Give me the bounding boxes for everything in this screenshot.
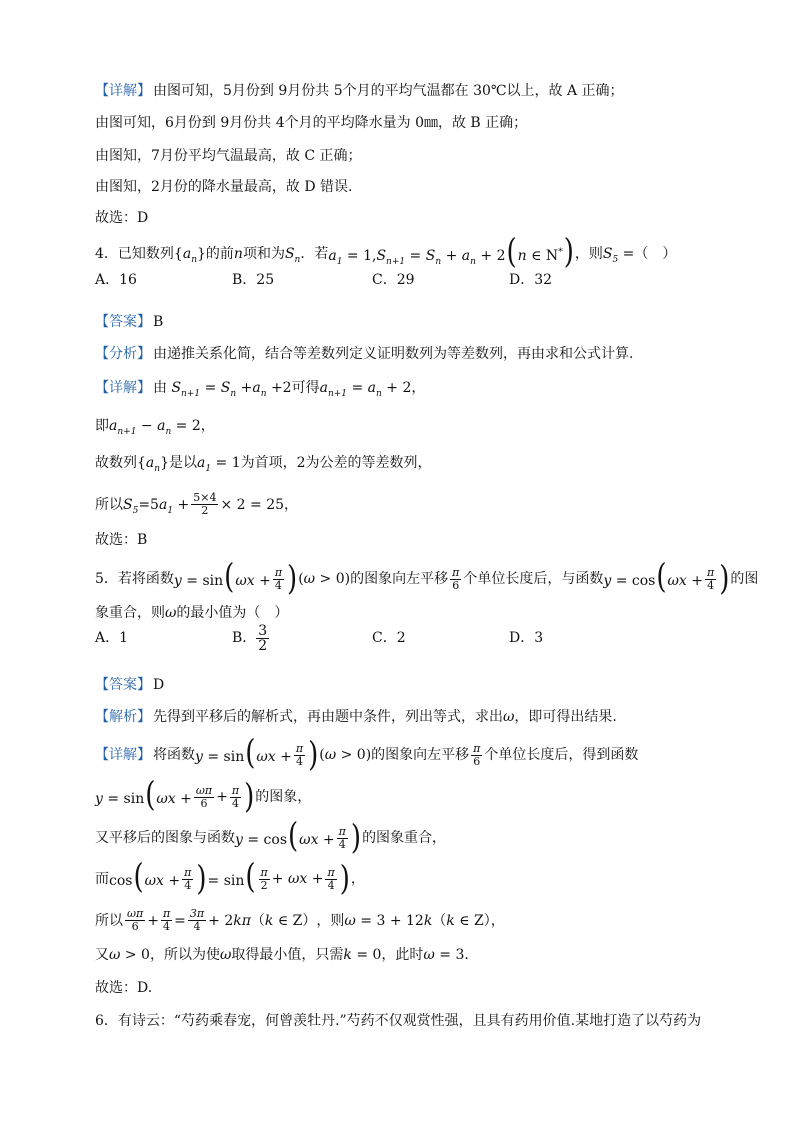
q4-choice bbox=[95, 529, 754, 551]
q4-answer: B bbox=[153, 314, 164, 330]
q5-choice-text: 故选：D. bbox=[95, 980, 153, 996]
answer-tag: 【答案】 bbox=[95, 677, 151, 693]
q5-d6-omega: ω bbox=[219, 947, 232, 963]
q5-answer-line bbox=[95, 674, 754, 696]
q4-detail-line-4 bbox=[95, 492, 754, 517]
q3-detail-text-1: 由图可知，5月份到 9月份共 5个月的平均气温都在 30℃以上，故 A 正确； bbox=[153, 83, 624, 99]
q4-stem-e: ，则 bbox=[574, 246, 603, 262]
q4-option-d: D．32 bbox=[509, 272, 553, 288]
q5-d4-rhs: = sin( bbox=[207, 857, 256, 897]
q5-d6d: ，此时 bbox=[381, 947, 424, 963]
q4-analysis: 由递推关系化简，结合等差数列定义证明数列为等差数列，再由求和公式计算. bbox=[153, 346, 634, 362]
q4-sn: $S_n$ bbox=[284, 246, 301, 265]
q5-detail-line-4: 而 cos(ωx + $\frac{\pi}{4}$ ) = sin( $\frac{\pi}{2}$ + ωx + $\frac{\pi}{4}$ ) ， bbox=[95, 857, 365, 899]
q4-d3c: 为首项，2为公差的等差数列， bbox=[240, 455, 432, 471]
q3-detail-line-3 bbox=[95, 145, 754, 167]
q5-jiexi-line bbox=[95, 706, 754, 728]
q5-d4-lhs: cos(ωx + bbox=[109, 857, 181, 897]
q5-frac-pi6: $\frac{\pi}{6}$ bbox=[452, 565, 460, 592]
analysis-tag: 【分析】 bbox=[95, 346, 151, 362]
q4-answer-line bbox=[95, 311, 754, 333]
q4-d3b: 是以 bbox=[169, 455, 197, 471]
q5-d6-k: k = 0 bbox=[343, 947, 382, 963]
q3-detail-line-4 bbox=[95, 176, 754, 198]
q4-formula-2: $a_{n+1} = a_n + 2$， bbox=[319, 380, 426, 399]
q5-option-b bbox=[232, 624, 269, 653]
q5-d5-frac-3: $\frac{3\pi}{4}$ bbox=[189, 907, 205, 933]
q5-d5b: ，则 bbox=[316, 912, 345, 929]
q5-choice bbox=[95, 977, 754, 999]
q4-option-a: A．16 bbox=[95, 272, 137, 288]
q5-d4-frac-2: $\frac{\pi}{2}$ bbox=[260, 865, 268, 892]
q6-stem bbox=[95, 1010, 754, 1032]
q5-detail-line-3: 又平移后的图象与函数 y = cos(ωx + $\frac{\pi}{4}$ ) 的图象重合， bbox=[95, 816, 447, 858]
q5-d3-func: y = cos(ωx + bbox=[235, 816, 335, 856]
jiexi-tag: 【解析】 bbox=[95, 709, 151, 725]
q4-stem bbox=[95, 232, 754, 272]
q5-d2-frac-1: $\frac{\omega\pi}{6}$ bbox=[195, 783, 213, 810]
q5-d6b: ，所以为使 bbox=[149, 947, 220, 963]
q5-option-b-label: B． bbox=[232, 630, 257, 646]
q4-seq-an: $\{a_n\}$ bbox=[173, 246, 206, 265]
q5-d3a: 又平移后的图象与函数 bbox=[95, 830, 235, 846]
q4-stem-b: 的前 bbox=[205, 246, 234, 262]
q5-d4-frac-1: $\frac{\pi}{4}$ bbox=[184, 865, 192, 892]
q4-option-c: C．29 bbox=[372, 272, 415, 288]
answer-tag: 【答案】 bbox=[95, 314, 151, 330]
detail-tag: 【详解】 bbox=[95, 83, 151, 99]
q5-func-2: y = cos(ωx + bbox=[603, 557, 703, 597]
q4-d2a: 即 bbox=[95, 418, 109, 434]
q4-choice-text: 故选：B bbox=[95, 532, 148, 548]
q5-omega-2: ω bbox=[503, 709, 515, 725]
q5-func-1: y = sin(ωx + bbox=[173, 557, 271, 597]
q5-option-a: A．1 bbox=[95, 630, 129, 646]
q4-detail-line-3 bbox=[95, 452, 754, 474]
q4-d4a: 所以 bbox=[95, 496, 123, 513]
q5-d6c: 取得最小值，只需 bbox=[231, 947, 344, 963]
q5-d5a: 所以 bbox=[95, 912, 123, 929]
detail-tag: 【详解】 bbox=[95, 380, 151, 396]
q4-d1b: 可得 bbox=[291, 380, 320, 396]
q4-stem-f: （ ） bbox=[634, 246, 677, 262]
q4-a1: $a_1 = 1$ bbox=[197, 455, 241, 474]
q5-option-d: D．3 bbox=[509, 630, 544, 646]
q5-detail-line-5: 所以 $\frac{\omega\pi}{6}$ + $\frac{\pi}{4}$ = $\frac{3\pi}{4}$ + 2kπ（k ∈ Z） ，则 ω = 3 + 12k（k ∈ Z）， bbox=[95, 907, 505, 933]
q5-d6a: 又 bbox=[95, 947, 109, 963]
q5-jiexi-2: ，即可得出结果. bbox=[514, 709, 617, 725]
q4-sum-formula: $S_5=5a_1$ + bbox=[123, 496, 190, 516]
q5-d1-func: y = sin(ωx + bbox=[195, 733, 292, 773]
q5-d2b: 的图象， bbox=[255, 789, 312, 805]
q5-d4a: 而 bbox=[95, 871, 109, 887]
q3-detail-line-2 bbox=[95, 112, 754, 134]
q4-d1a: 由 bbox=[153, 380, 167, 396]
q5-option-b-frac: 3 2 bbox=[258, 622, 268, 654]
q5-d1b: 的图象向左平移 bbox=[371, 747, 470, 763]
q5-stem-f: 的最小值为（ ） bbox=[176, 605, 289, 621]
q5-d5-result: ω = 3 + 12k（k ∈ Z）， bbox=[344, 912, 505, 929]
q4-seq-an-2: $\{a_n\}$ bbox=[137, 455, 169, 474]
q5-answer: D bbox=[153, 677, 165, 693]
detail-tag: 【详解】 bbox=[95, 747, 151, 763]
q5-d4-rhs-2: + ωx + bbox=[271, 871, 324, 887]
q5-d5-eq: + 2kπ（k ∈ Z） bbox=[208, 912, 317, 929]
q4-formula-3: $a_{n+1} - a_n = 2$， bbox=[109, 418, 215, 437]
q5-d6-result: ω = 3. bbox=[423, 947, 469, 963]
q5-d2-frac-2: $\frac{\pi}{4}$ bbox=[231, 783, 240, 810]
q4-option-b: B．25 bbox=[232, 272, 275, 288]
q4-stem-c: 项和为 bbox=[242, 246, 285, 262]
q5-d1-frac: $\frac{\pi}{4}$ bbox=[295, 741, 304, 768]
q4-d3a: 故数列 bbox=[95, 455, 137, 471]
q4-sum-tail: × 2 = 25， bbox=[220, 496, 299, 513]
q4-stem-d: ．若 bbox=[300, 246, 329, 262]
q5-stem-line-2 bbox=[95, 602, 754, 624]
q5-option-c: C．2 bbox=[372, 630, 406, 646]
q5-detail-line-2: y = sin(ωx + $\frac{\omega\pi}{6}$ + $\frac{\pi}{4}$ ) 的图象， bbox=[95, 775, 312, 817]
q3-detail-text-4: 由图知，2月份的降水量最高，故 D 错误. bbox=[95, 179, 353, 195]
q5-d1-cond: (ω > 0) bbox=[319, 747, 372, 763]
q4-condition: $a_1 = 1,S_{n+1} = S_n + a_n + 2(n$ ∈ N*) bbox=[328, 232, 574, 272]
q5-stem-c: 个单位长度后，与函数 bbox=[463, 571, 604, 587]
q5-d5-frac-2: $\frac{\pi}{4}$ bbox=[162, 907, 171, 933]
q5-detail-line-1: 【详解】 将函数 y = sin(ωx + $\frac{\pi}{4}$ ) (ω > 0) 的图象向左平移 $\frac{\pi}{6}$ 个单位长度后，得到函数 bbox=[95, 733, 639, 775]
q3-choice-text: 故选：D bbox=[95, 210, 149, 226]
q5-frac-pi4-b: $\frac{\pi}{4}$ bbox=[707, 565, 715, 592]
q4-formula-1: $S_{n+1} = S_n +a_n +2$ bbox=[167, 380, 292, 399]
q3-choice bbox=[95, 207, 754, 229]
q4-analysis-line bbox=[95, 343, 754, 365]
q5-omega: ω bbox=[165, 605, 177, 621]
q5-stem-a: 5．若将函数 bbox=[95, 571, 174, 587]
q5-d6-cond: ω > 0 bbox=[109, 947, 150, 963]
q4-stem-a: 4．已知数列 bbox=[95, 246, 174, 262]
q6-stem-text: 6．有诗云：“芍药乘春宠，何曾羡牡丹.”芍药不仅观赏性强，且具有药用价值.某地打造了以芍药为 bbox=[95, 1013, 702, 1029]
q5-frac-pi4: $\frac{\pi}{4}$ bbox=[274, 565, 283, 592]
q5-omega-cond: (ω > 0) bbox=[298, 571, 351, 587]
q4-n: n bbox=[233, 246, 243, 262]
q5-stem-b: 的图象向左平移 bbox=[350, 571, 449, 587]
q5-d2-func: y = sin(ωx + bbox=[95, 775, 192, 815]
q3-detail-text-2: 由图可知，6月份到 9月份共 4个月的平均降水量为 0㎜，故 B 正确； bbox=[95, 115, 528, 131]
q5-d3b: 的图象重合， bbox=[362, 830, 447, 846]
q5-d1-frac-pi6: $\frac{\pi}{6}$ bbox=[473, 741, 481, 768]
q5-d3-frac: $\frac{\pi}{4}$ bbox=[338, 824, 346, 851]
q5-stem-line-1: 5．若将函数 y = sin(ωx + $\frac{\pi}{4}$ ) (ω > 0) 的图象向左平移 $\frac{\pi}{6}$ 个单位长度后，与函数 y = cos(ωx + $\frac{\pi}{4}$ ) 的图 bbox=[95, 557, 759, 599]
q5-d1a: 将函数 bbox=[153, 747, 195, 763]
q5-stem-e: 象重合，则 bbox=[95, 605, 165, 621]
q5-stem-d: 的图 bbox=[730, 571, 759, 587]
q5-d1c: 个单位长度后，得到函数 bbox=[484, 747, 639, 763]
q5-detail-line-6 bbox=[95, 944, 754, 966]
q4-frac: $\frac{5\times 4}{2}$ bbox=[193, 491, 217, 517]
q4-detail-line-1 bbox=[95, 377, 754, 399]
q4-detail-line-2 bbox=[95, 415, 754, 437]
q3-detail-text-3: 由图知，7月份平均气温最高，故 C 正确； bbox=[95, 148, 362, 164]
q5-jiexi: 先得到平移后的解析式，再由题中条件，列出等式，求出 bbox=[153, 709, 503, 725]
q5-d4-frac-3: $\frac{\pi}{4}$ bbox=[327, 865, 335, 892]
q3-detail-line-1 bbox=[95, 80, 754, 102]
q5-d5-frac-1: $\frac{\omega\pi}{6}$ bbox=[127, 907, 144, 933]
q4-s5: $S_5$ = bbox=[602, 246, 635, 265]
